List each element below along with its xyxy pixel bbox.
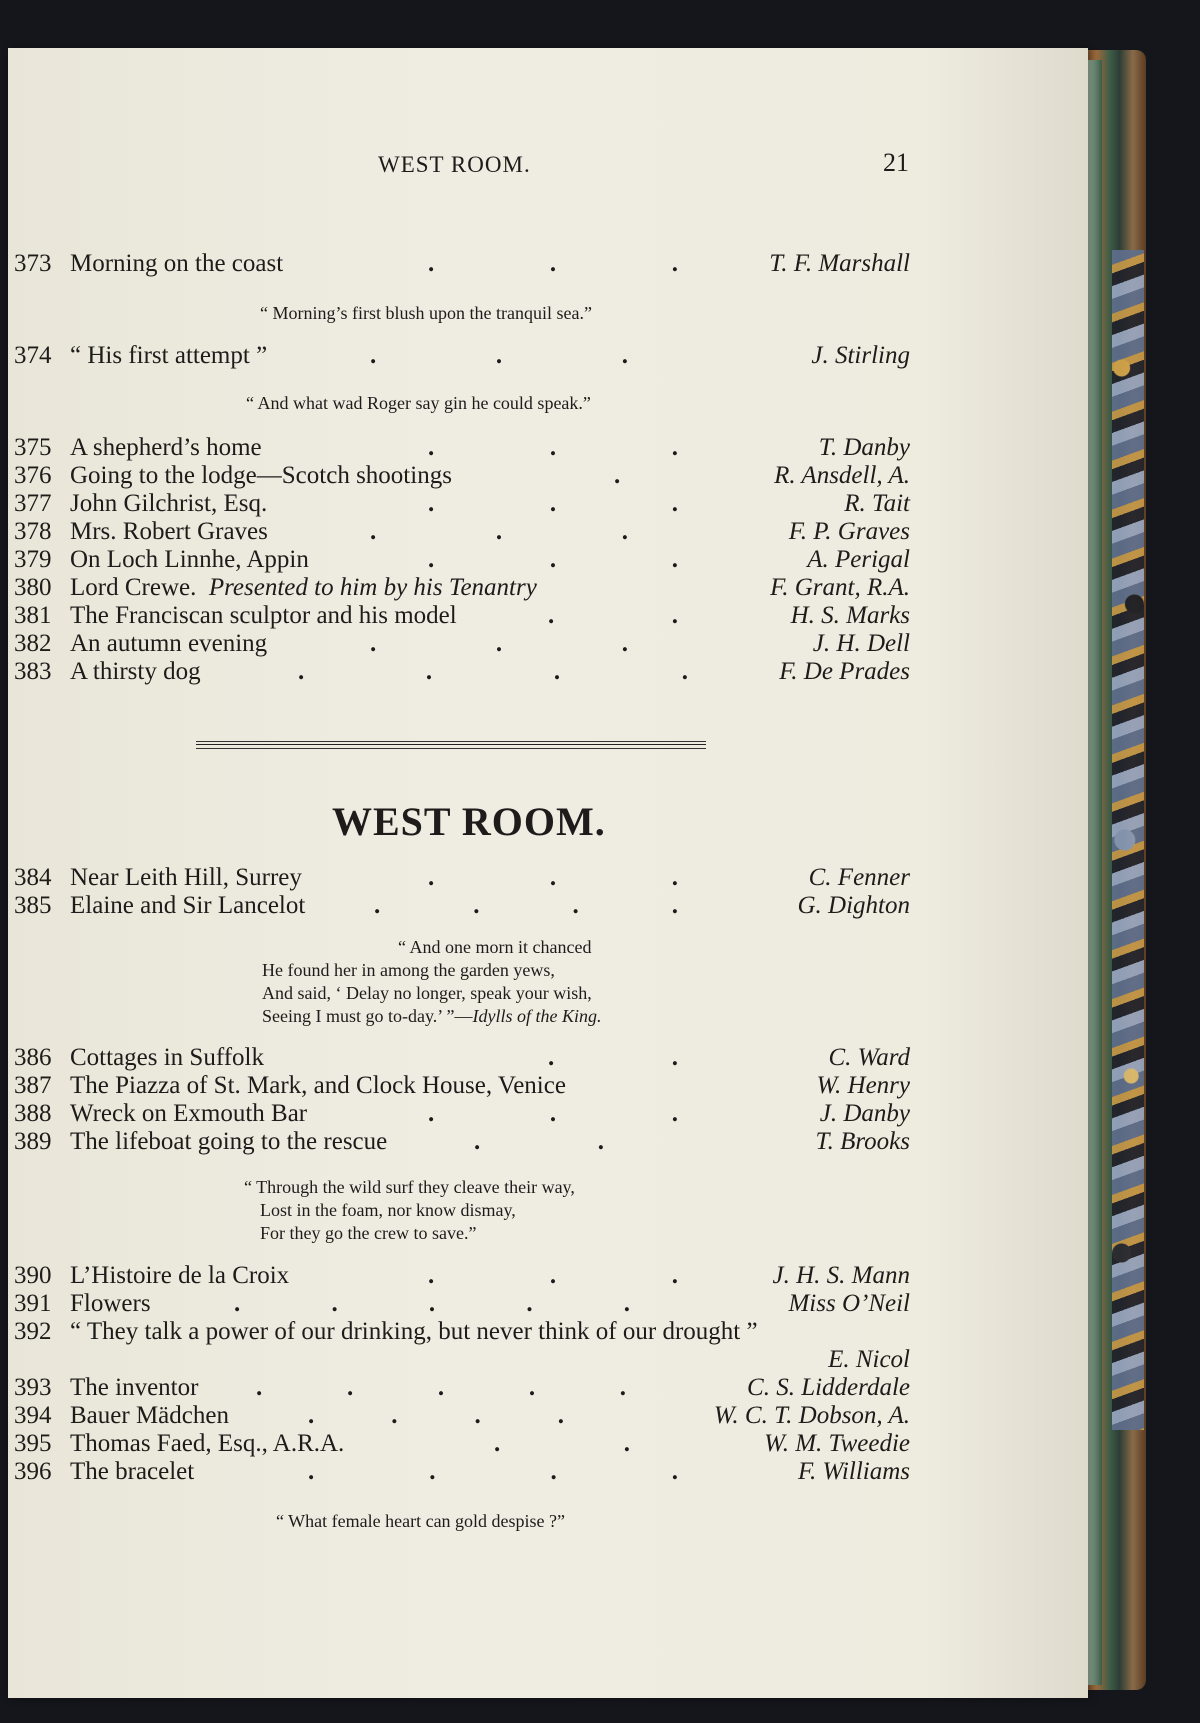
entry-number: 376 — [14, 462, 52, 489]
entry-number: 387 — [14, 1072, 52, 1099]
catalogue-entry — [8, 434, 1088, 462]
quote-line: “ What female heart can gold despise ?” — [276, 1511, 566, 1531]
leader-dots: . . . . . — [256, 1374, 626, 1401]
leader-dots: . . . — [428, 490, 678, 517]
entry-artist: T. F. Marshall — [769, 250, 910, 277]
entry-quote — [260, 302, 592, 325]
entry-number: 392 — [14, 1318, 52, 1345]
leader-dots: . . . — [370, 630, 628, 657]
entry-artist: E. Nicol — [828, 1346, 910, 1373]
entry-title: John Gilchrist, Esq. — [70, 490, 268, 517]
leader-dots: . . . — [428, 250, 678, 277]
leader-dots: . . . . — [308, 1458, 678, 1485]
entry-artist: R. Tait — [844, 490, 910, 517]
leader-dots: . . . — [428, 1100, 678, 1127]
entry-number: 378 — [14, 518, 52, 545]
catalogue-entry — [8, 630, 1088, 658]
catalogue-entry — [8, 602, 1088, 630]
leader-dots: . . . — [370, 518, 628, 545]
entry-number: 385 — [14, 892, 52, 919]
quote-line: For they go the crew to save.” — [260, 1223, 477, 1243]
entry-number: 379 — [14, 546, 52, 573]
entry-title-text: Lord Crewe. — [70, 574, 197, 601]
quote-line: And said, ‘ Delay no longer, speak your wish, — [262, 983, 592, 1003]
quote-line: Lost in the foam, nor know dismay, — [260, 1200, 516, 1220]
catalogue-entry — [8, 1262, 1088, 1290]
entry-number: 394 — [14, 1402, 52, 1429]
entry-artist: C. Ward — [828, 1044, 910, 1071]
running-head: WEST ROOM. — [378, 152, 531, 177]
entry-quote-verse — [244, 1176, 575, 1245]
entry-quote — [246, 392, 591, 415]
entry-title: The inventor — [70, 1374, 199, 1401]
entry-title: Morning on the coast — [70, 250, 284, 277]
quote-line: He found her in among the garden yews, — [262, 960, 555, 980]
entry-number: 390 — [14, 1262, 52, 1289]
catalogue-entry — [8, 1430, 1088, 1458]
entry-number: 380 — [14, 574, 52, 601]
catalogue-entry — [8, 1318, 1088, 1346]
catalogue-entry — [8, 1100, 1088, 1128]
leader-dots: . . . — [428, 546, 678, 573]
entry-title: Flowers — [70, 1290, 151, 1317]
catalogue-entry — [8, 546, 1088, 574]
catalogue-entry — [8, 490, 1088, 518]
entry-artist: J. H. S. Mann — [772, 1262, 910, 1289]
catalogue-entry — [8, 892, 1088, 920]
catalogue-entry — [8, 1072, 1088, 1100]
leader-dots: . — [614, 462, 621, 489]
entry-artist: T. Brooks — [815, 1128, 910, 1155]
catalogue-entry — [8, 658, 1088, 686]
catalogue-entry — [8, 1458, 1088, 1486]
entry-title-note: Presented to him by his Tenantry — [208, 574, 537, 601]
entry-title: L’Histoire de la Croix — [70, 1262, 290, 1289]
entry-number: 382 — [14, 630, 52, 657]
entry-artist: W. C. T. Dobson, A. — [713, 1402, 910, 1429]
entry-artist: W. M. Tweedie — [764, 1430, 910, 1457]
entry-artist: J. Stirling — [811, 342, 910, 369]
entry-title: Going to the lodge—Scotch shootings — [70, 462, 452, 489]
leader-dots: . . — [548, 602, 678, 629]
entry-title: The lifeboat going to the rescue — [70, 1128, 388, 1155]
entry-number: 386 — [14, 1044, 52, 1071]
entry-number: 373 — [14, 250, 52, 277]
entry-number: 389 — [14, 1128, 52, 1155]
leader-dots: . . . . . — [234, 1290, 630, 1317]
page-content — [8, 48, 1088, 1698]
entry-title: Bauer Mädchen — [70, 1402, 229, 1429]
entry-title: Cottages in Suffolk — [70, 1044, 264, 1071]
entry-artist: F. Grant, R.A. — [770, 574, 910, 601]
entry-artist: F. P. Graves — [788, 518, 910, 545]
entry-artist: G. Dighton — [797, 892, 910, 919]
leader-dots: . . — [494, 1430, 630, 1457]
entry-number: 393 — [14, 1374, 52, 1401]
entry-artist: J. H. Dell — [812, 630, 910, 657]
section-divider-rule — [196, 741, 706, 749]
leader-dots: . . . — [428, 1262, 678, 1289]
entry-title: An autumn evening — [70, 630, 268, 657]
catalogue-page — [8, 48, 1088, 1698]
leader-dots: . . . — [370, 342, 628, 369]
entry-quote — [276, 1510, 565, 1533]
catalogue-entry — [8, 864, 1088, 892]
marbled-edge — [1112, 250, 1144, 1430]
catalogue-entry — [8, 1128, 1088, 1156]
catalogue-entry — [8, 462, 1088, 490]
quote-line: “ Through the wild surf they cleave their way, — [244, 1177, 575, 1197]
leader-dots: . . — [474, 1128, 604, 1155]
quote-source: Idylls of the King. — [472, 1006, 602, 1026]
entry-number: 381 — [14, 602, 52, 629]
catalogue-entry — [8, 1374, 1088, 1402]
leader-dots: . . . . — [308, 1402, 564, 1429]
entry-number: 395 — [14, 1430, 52, 1457]
entry-artist: R. Ansdell, A. — [774, 462, 910, 489]
entry-number: 377 — [14, 490, 52, 517]
entry-quote-verse — [262, 936, 601, 1028]
entry-artist: W. Henry — [816, 1072, 910, 1099]
quote-line: Seeing I must go to-day.’ ”— — [262, 1006, 473, 1026]
catalogue-entry — [8, 342, 1088, 370]
entry-artist: H. S. Marks — [790, 602, 910, 629]
catalogue-entry — [8, 1402, 1088, 1430]
leader-dots: . . . — [428, 434, 678, 461]
leader-dots: . . . — [428, 864, 678, 891]
entry-number: 391 — [14, 1290, 52, 1317]
entry-artist: J. Danby — [819, 1100, 910, 1127]
quote-line: “ Morning’s first blush upon the tranquil sea.” — [260, 303, 592, 323]
entry-artist: F. De Prades — [779, 658, 910, 685]
quote-line: “ And one morn it chanced — [398, 937, 592, 957]
page-number: 21 — [883, 148, 909, 177]
entry-title: Near Leith Hill, Surrey — [70, 864, 302, 891]
catalogue-entry — [8, 1290, 1088, 1318]
leader-dots: . . . . — [298, 658, 688, 685]
catalogue-entry — [8, 1044, 1088, 1072]
entry-title: A thirsty dog — [70, 658, 201, 685]
quote-line: “ And what wad Roger say gin he could speak.” — [246, 393, 591, 413]
entry-artist: C. Fenner — [808, 864, 910, 891]
entry-number: 383 — [14, 658, 52, 685]
page-block-edge — [1088, 60, 1102, 1685]
entry-title: “ They talk a power of our drinking, but never think of our drought ” — [70, 1318, 758, 1345]
entry-title: The Piazza of St. Mark, and Clock House, Venice — [70, 1072, 566, 1099]
entry-title: Mrs. Robert Graves — [70, 518, 268, 545]
entry-title: The Franciscan sculptor and his model — [70, 602, 457, 629]
leader-dots: . . . . — [374, 892, 678, 919]
entry-number: 388 — [14, 1100, 52, 1127]
catalogue-entry — [8, 574, 1088, 602]
entry-artist: Miss O’Neil — [788, 1290, 910, 1317]
section-heading: WEST ROOM. — [332, 799, 606, 844]
catalogue-entry — [8, 250, 1088, 278]
entry-number: 375 — [14, 434, 52, 461]
entry-title: Thomas Faed, Esq., A.R.A. — [70, 1430, 345, 1457]
entry-artist: A. Perigal — [807, 546, 910, 573]
catalogue-entry — [8, 518, 1088, 546]
entry-title: The bracelet — [70, 1458, 195, 1485]
entry-title: “ His first attempt ” — [70, 342, 268, 369]
entry-title: Wreck on Exmouth Bar — [70, 1100, 308, 1127]
entry-title — [70, 574, 537, 602]
entry-artist: C. S. Lidderdale — [747, 1374, 910, 1401]
entry-artist: F. Williams — [797, 1458, 910, 1485]
entry-title: On Loch Linnhe, Appin — [70, 546, 309, 573]
entry-artist: T. Danby — [818, 434, 910, 461]
entry-number: 396 — [14, 1458, 52, 1485]
entry-title: Elaine and Sir Lancelot — [70, 892, 306, 919]
entry-title: A shepherd’s home — [70, 434, 262, 461]
entry-number: 374 — [14, 342, 52, 369]
leader-dots: . . — [548, 1044, 678, 1071]
entry-number: 384 — [14, 864, 52, 891]
